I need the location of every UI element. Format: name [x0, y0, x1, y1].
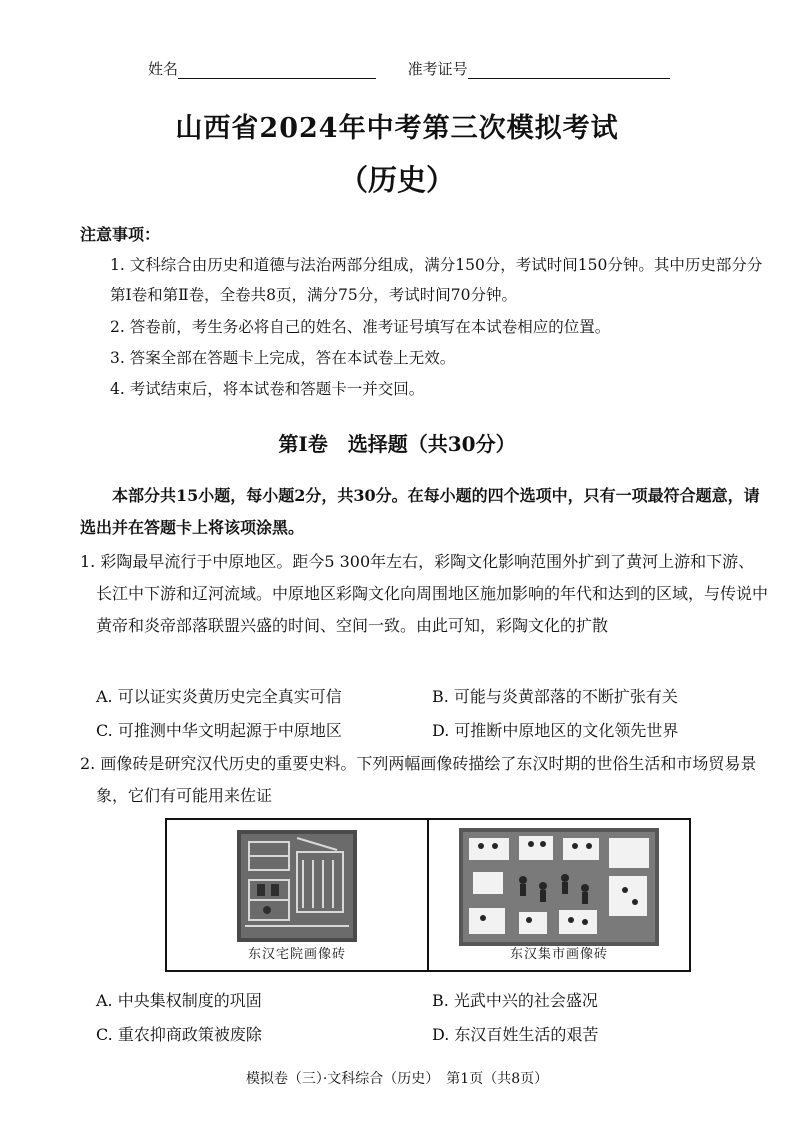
option: A. 可以证实炎黄历史完全真实可信	[96, 687, 342, 706]
notice-item: 1. 文科综合由历史和道德与法治两部分组成，满分150分，考试时间150分钟。其中历史部分分第Ⅰ卷和第Ⅱ卷，全卷共8页，满分75分，考试时间70分钟。	[110, 256, 763, 304]
notice-item: 3. 答案全部在答题卡上完成，答在本试卷上无效。	[110, 349, 456, 367]
notice-heading: 注意事项：	[80, 225, 161, 244]
courtyard-relief-image	[237, 830, 357, 942]
section-intro: 本部分共15小题，每小题2分，共30分。在每小题的四个选项中，只有一项最符合题意，请选出并在答题卡上将该项涂黑。	[80, 486, 760, 537]
page-footer: 模拟卷（三）·文科综合（历史） 第1页（共8页）	[245, 1071, 549, 1087]
option: B. 光武中兴的社会盛况	[432, 991, 598, 1010]
market-relief-image	[459, 828, 659, 946]
figure-panel	[427, 820, 689, 970]
name-blank	[178, 62, 376, 79]
name-label: 姓名	[148, 60, 179, 78]
figure-panel	[167, 820, 427, 970]
page-title: 山西省2024年中考第三次模拟考试	[175, 113, 619, 144]
notice-item: 4. 考试结束后，将本试卷和答题卡一并交回。	[110, 380, 425, 398]
exam-header	[148, 58, 670, 79]
option: D. 东汉百姓生活的艰苦	[432, 1025, 599, 1044]
exam-id-blank	[468, 62, 670, 79]
relief-brick-figure	[165, 818, 691, 972]
section-title: 第Ⅰ卷 选择题（共30分）	[278, 432, 516, 456]
image-caption: 东汉宅院画像砖	[247, 947, 346, 962]
page-subtitle: （历史）	[338, 163, 455, 197]
option: C. 可推测中华文明起源于中原地区	[96, 721, 342, 740]
notice-item: 2. 答卷前，考生务必将自己的姓名、准考证号填写在本试卷相应的位置。	[110, 318, 611, 336]
option: B. 可能与炎黄部落的不断扩张有关	[432, 687, 678, 706]
exam-id-label: 准考证号	[407, 60, 468, 78]
option: C. 重农抑商政策被废除	[96, 1025, 262, 1044]
question-stem: 2. 画像砖是研究汉代历史的重要史料。下列两幅画像砖描绘了东汉时期的世俗生活和市场贸易景象，它们有可能用来佐证	[80, 754, 757, 805]
option: A. 中央集权制度的巩固	[96, 991, 262, 1010]
image-caption: 东汉集市画像砖	[509, 947, 608, 962]
question-stem: 1. 彩陶最早流行于中原地区。距今5 300年左右，彩陶文化影响范围外扩到了黄河上游和下游、长江中下游和辽河流域。中原地区彩陶文化向周围地区施加影响的年代和达到的区域，与传说中黄帝和炎帝部落联盟兴盛的时间、空间一致。由此可知，彩陶文化的扩散	[80, 552, 769, 635]
option: D. 可推断中原地区的文化领先世界	[432, 721, 679, 740]
